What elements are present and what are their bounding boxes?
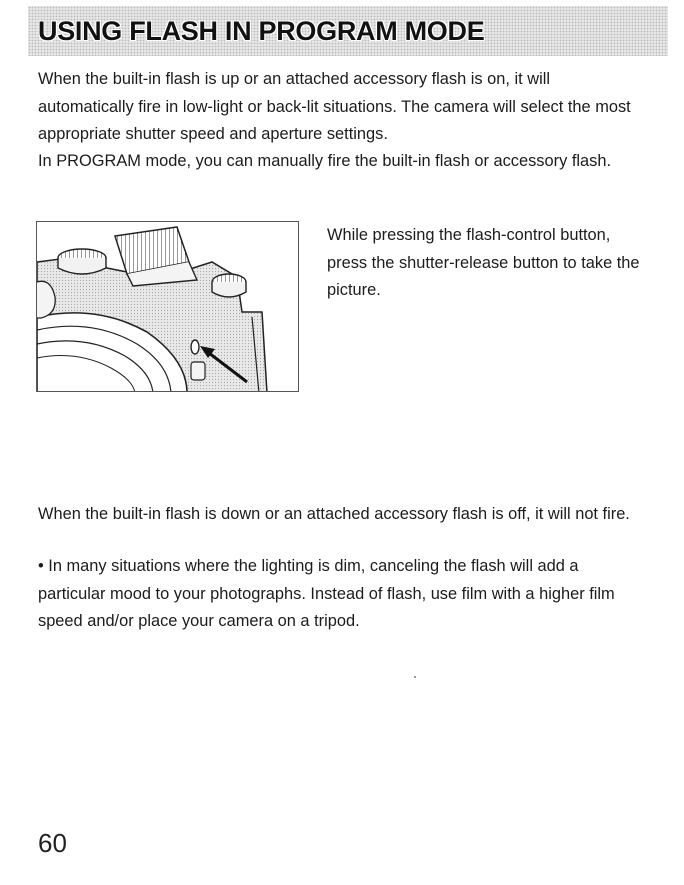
intro-paragraph-1: When the built-in flash is up or an attached accessory flash is on, it will automatically fire in low-light or back-lit situations. The camera will select the most appropriate shutter speed and aperture settings.: [38, 70, 631, 143]
intro-paragraph-2: In PROGRAM mode, you can manually fire the built-in flash or accessory flash.: [38, 152, 612, 170]
outro-paragraph-1: When the built-in flash is down or an attached accessory flash is off, it will not fire.: [38, 505, 630, 523]
outro-paragraph-2: • In many situations where the lighting is dim, canceling the flash will add a particular mood to your photographs. Instead of flash, use film with a higher film speed and/or place your camera on a tripod.: [38, 557, 615, 630]
page-title: USING FLASH IN PROGRAM MODE: [38, 16, 485, 46]
figure-caption: While pressing the flash-control button, press the shutter-release button to take the picture.: [327, 226, 640, 299]
camera-flash-illustration: [36, 221, 299, 392]
stray-mark: [414, 676, 416, 678]
page-number: 60: [38, 828, 67, 858]
title-bar: [28, 6, 668, 56]
